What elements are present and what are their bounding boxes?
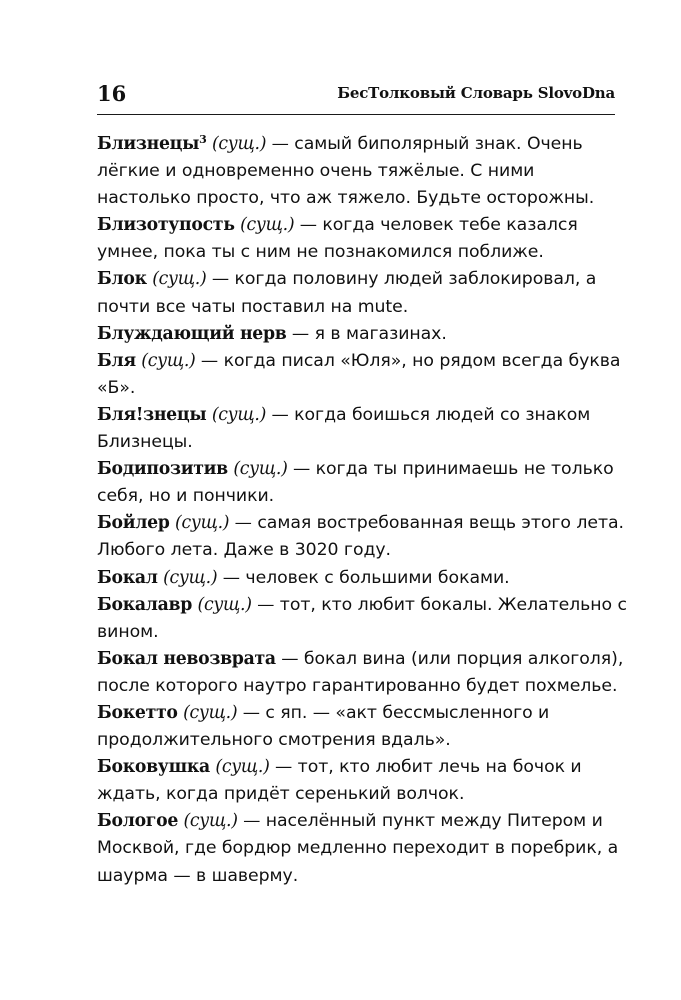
- dictionary-entry: [97, 592, 627, 646]
- entry-definition: — населённый пункт между Питером и Москвой, где бордюр медленно переходит в поребрик, а шаурма — в шаверму.: [97, 811, 619, 886]
- entry-term: Бокал невозврата: [97, 648, 276, 669]
- entry-definition: — тот, кто любит бокалы. Желательно с вином.: [97, 594, 627, 642]
- entry-term: Блуждающий нерв: [97, 323, 287, 344]
- dictionary-entry: [97, 348, 627, 402]
- entry-definition: — человек с большими боками.: [217, 567, 510, 588]
- dictionary-entry: [97, 700, 627, 754]
- entry-term: Боковушка: [97, 757, 210, 778]
- entry-definition: — я в магазинах.: [286, 323, 447, 344]
- dictionary-entry: [97, 212, 627, 266]
- entry-definition: — самый биполярный знак. Очень лёгкие и одновременно очень тяжёлые. С ними настолько просто, что аж тяжело. Будьте осторожны.: [97, 134, 595, 209]
- entry-term: Бокетто: [97, 702, 178, 723]
- entry-term: Бля!знецы: [97, 404, 207, 425]
- dictionary-entry: [97, 646, 627, 700]
- entry-part-of-speech: (сущ.): [197, 594, 252, 615]
- entry-part-of-speech: (сущ.): [183, 811, 238, 832]
- entry-part-of-speech: (сущ.): [211, 404, 267, 425]
- dictionary-entry: [97, 510, 627, 564]
- page-number: 16: [97, 81, 127, 106]
- page-header: [97, 80, 615, 115]
- entry-definition: — когда боишься людей со знаком Близнецы.: [97, 404, 591, 453]
- entry-term: Бокал: [97, 567, 158, 588]
- dictionary-entries: [97, 131, 627, 890]
- entry-part-of-speech: (сущ.): [163, 567, 218, 588]
- dictionary-entry: [97, 321, 627, 348]
- entry-definition: — самая востребованная вещь этого лета. Любого лета. Даже в 3020 году.: [97, 513, 624, 561]
- dictionary-entry: [97, 565, 627, 592]
- entry-definition: — бокал вина (или порция алкоголя), после которого наутро гарантированно будет похмелье.: [97, 648, 624, 696]
- entry-part-of-speech: (сущ.): [215, 757, 270, 778]
- entry-part-of-speech: (сущ.): [233, 459, 288, 480]
- entry-part-of-speech: (сущ.): [175, 513, 230, 534]
- dictionary-entry: [97, 808, 627, 889]
- entry-term: Блок: [97, 269, 147, 290]
- entry-term: Бойлер: [97, 513, 170, 534]
- entry-part-of-speech: (сущ.): [141, 350, 196, 371]
- entry-part-of-speech: (сущ.): [240, 215, 295, 236]
- dictionary-entry: [97, 131, 627, 212]
- entry-definition: — с яп. — «акт бессмысленного и продолжительного смотрения вдаль».: [97, 702, 550, 751]
- entry-definition: — когда человек тебе казался умнее, пока ты с ним не познакомился поближе.: [97, 215, 578, 263]
- entry-term: Бодипозитив: [97, 459, 228, 480]
- entry-definition: — тот, кто любит лечь на бочок и ждать, когда придёт серенький волчок.: [97, 757, 582, 805]
- dictionary-entry: [97, 754, 627, 808]
- entry-definition: — когда ты принимаешь не только себя, но и пончики.: [97, 459, 614, 507]
- entry-term: Близотупость: [97, 215, 235, 236]
- entry-term: Бокалавр: [97, 594, 193, 615]
- entry-part-of-speech: (сущ.): [211, 134, 267, 154]
- entry-part-of-speech: (сущ.): [183, 702, 238, 723]
- entry-part-of-speech: (сущ.): [152, 269, 207, 290]
- entry-term: Близнецы$^3$: [97, 133, 207, 154]
- dictionary-entry: [97, 456, 627, 510]
- entry-definition: — когда писал «Юля», но рядом всегда буква «Б».: [97, 350, 621, 398]
- entry-term: Бля: [97, 350, 136, 371]
- dictionary-entry: [97, 402, 627, 456]
- entry-term: Бологое: [97, 811, 179, 832]
- dictionary-entry: [97, 266, 627, 320]
- running-title: БесТолковый Словарь SlovoDna: [337, 84, 615, 102]
- entry-definition: — когда половину людей заблокировал, а почти все чаты поставил на mute.: [97, 269, 597, 317]
- entry-term-superscript: 3: [199, 133, 207, 146]
